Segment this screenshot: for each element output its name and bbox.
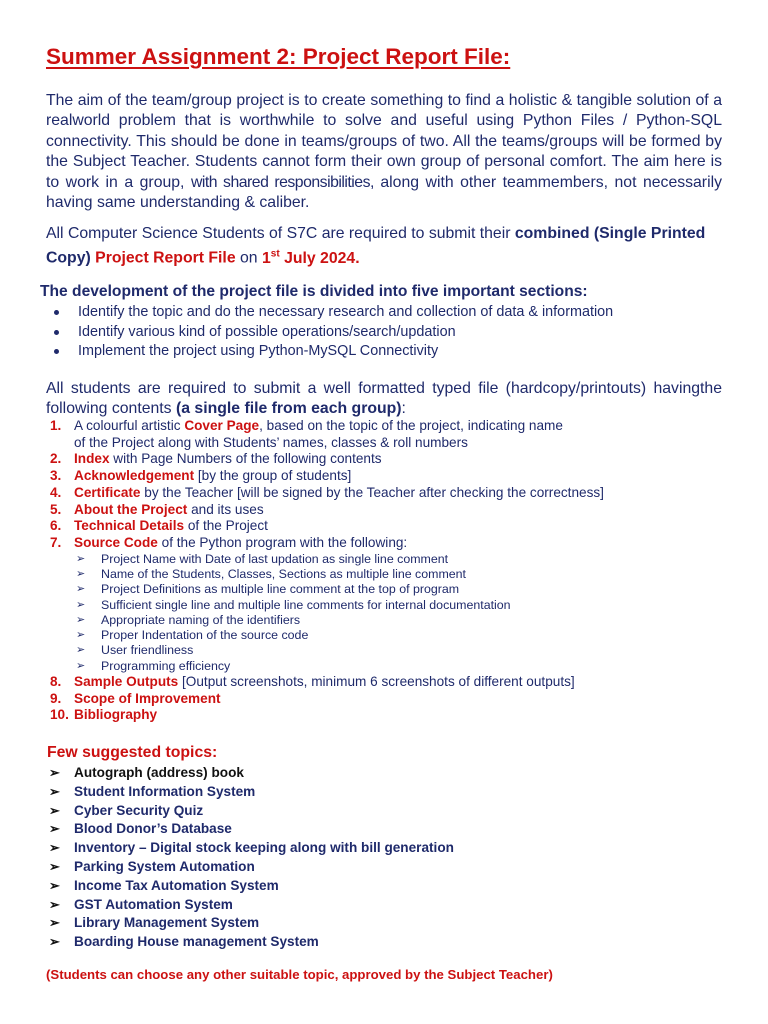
section-item (52, 303, 613, 323)
source-code-point-text: Programming efficiency (101, 658, 231, 673)
source-code-point-text: Appropriate naming of the identifiers (101, 612, 301, 627)
arrow-right-icon: ➢ (49, 783, 60, 799)
contents-item-rest: , based on the topic of the project, indicating name (259, 418, 563, 433)
contents-intro-text: All students are required to submit a well formatted typed file (hardcopy/printouts) havingthe following contents (46, 380, 722, 418)
topic-item (46, 933, 454, 952)
source-code-point-text: Project Name with Date of last updation as single line comment (101, 551, 449, 566)
source-code-point (74, 643, 604, 658)
arrow-right-icon: ➢ (76, 629, 86, 642)
date-sup: st (270, 248, 280, 260)
section-item-text: Implement the project using Python-MySQL Connectivity (78, 343, 439, 360)
topic-item (46, 839, 454, 858)
topic-item (46, 914, 454, 933)
topic-item-text: Inventory – Digital stock keeping along with bill generation (74, 840, 454, 856)
arrow-right-icon: ➢ (49, 840, 60, 856)
topic-item-text: Income Tax Automation System (74, 877, 279, 893)
topic-item-text: Blood Donor’s Database (74, 821, 232, 837)
arrow-right-icon: ➢ (49, 858, 60, 874)
contents-item-pre: A colourful artistic (74, 418, 185, 433)
contents-item-number: 1. (50, 418, 62, 433)
contents-item (46, 535, 604, 674)
arrow-right-icon: ➢ (76, 613, 86, 626)
intro-text: The aim of the team/group project is to create something to find a holistic & tangible solution of a realworld problem that is worthwhile to solve and useful using Python Files / Python-SQL connectivity. This should be done in teams/groups of two. All the teams/groups will be formed by the Subject Teacher. Students cannot form their own group of personal comfort. The aim here is to work in a group, (46, 92, 722, 191)
page-title: Summer Assignment 2: Project Report File: (46, 44, 511, 69)
arrow-right-icon: ➢ (76, 583, 86, 596)
contents-item-label: Bibliography (74, 707, 158, 723)
arrow-right-icon: ➢ (76, 644, 86, 657)
contents-item (46, 418, 604, 451)
topic-item-text: GST Automation System (74, 896, 233, 912)
topic-item-text: Library Management System (74, 915, 260, 931)
arrow-right-icon: ➢ (49, 915, 60, 931)
source-code-point (74, 598, 604, 613)
topics-note: (Students can choose any other suitable topic, approved by the Subject Teacher) (46, 967, 553, 982)
arrow-right-icon: ➢ (49, 896, 60, 912)
contents-item-label: Certificate (74, 484, 141, 500)
arrow-right-icon: ➢ (49, 765, 60, 780)
contents-item-label: Acknowledgement (74, 468, 195, 484)
contents-item-label: Cover Page (184, 418, 260, 433)
contents-item-line2: of the Project along with Students’ names, classes & roll numbers (74, 434, 468, 450)
submit-report-label: Project Report File (95, 249, 236, 267)
topics-heading: Few suggested topics: (47, 744, 218, 761)
submit-on: on (240, 249, 258, 267)
submit-paragraph (46, 224, 722, 269)
bullet-dot-icon (54, 330, 59, 335)
intro-end: along with other teammembers, not necessarily having same understanding & caliber. (46, 173, 722, 212)
contents-item (46, 691, 604, 708)
source-code-point-text: User friendliness (101, 643, 194, 658)
contents-item-number: 3. (50, 468, 62, 484)
submit-date (262, 250, 360, 267)
contents-item (46, 451, 604, 468)
contents-item (46, 518, 604, 535)
contents-item-label: About the Project (74, 501, 188, 517)
contents-item-number: 2. (50, 451, 62, 467)
source-code-point (74, 613, 604, 628)
topic-item (46, 783, 454, 802)
arrow-right-icon: ➢ (76, 552, 86, 565)
sections-list (52, 303, 613, 362)
topic-item (46, 877, 454, 896)
source-code-points (74, 552, 604, 674)
arrow-right-icon: ➢ (49, 934, 60, 950)
contents-item-rest: by the Teacher [will be signed by the Teacher after checking the correctness] (140, 484, 604, 500)
contents-item-rest: [by the group of students] (194, 468, 352, 484)
topics-list (46, 764, 454, 952)
contents-item-number: 4. (50, 484, 62, 500)
bullet-dot-icon (54, 349, 59, 354)
contents-item-number: 7. (50, 534, 62, 550)
topic-item (46, 802, 454, 821)
contents-item-label: Source Code (74, 534, 158, 550)
source-code-point-text: Sufficient single line and multiple line comments for internal documentation (101, 597, 511, 612)
section-item-text: Identify the topic and do the necessary research and collection of data & information (78, 304, 614, 320)
topic-item (46, 858, 454, 877)
contents-item-number: 8. (50, 674, 62, 689)
contents-item-rest: with Page Numbers of the following contents (109, 451, 382, 467)
intro-paragraph (46, 91, 722, 213)
section-item (52, 342, 613, 362)
intro-tail: with shared responsibilities, (190, 173, 374, 191)
contents-item (46, 468, 604, 485)
contents-item-label: Index (74, 451, 110, 467)
topic-item-text: Boarding House management System (74, 934, 319, 950)
contents-item-rest: of the Project (184, 518, 268, 534)
contents-item-rest: of the Python program with the following: (157, 534, 408, 550)
contents-item-number: 6. (50, 518, 62, 534)
contents-intro (46, 379, 722, 420)
arrow-right-icon: ➢ (49, 877, 60, 893)
topic-item-text: Student Information System (74, 783, 256, 799)
sections-heading: The development of the project file is divided into five important sections: (40, 283, 588, 300)
contents-item-number: 9. (50, 690, 62, 706)
contents-item (46, 674, 604, 691)
source-code-point (74, 552, 604, 567)
contents-item-rest: and its uses (187, 501, 264, 517)
arrow-right-icon: ➢ (76, 659, 86, 672)
contents-item-label: Technical Details (74, 518, 185, 534)
arrow-right-icon: ➢ (76, 598, 86, 611)
submit-bold: combined (Single Printed Copy) (46, 225, 706, 267)
arrow-right-icon: ➢ (49, 821, 60, 837)
source-code-point (74, 567, 604, 582)
contents-list (46, 418, 604, 724)
arrow-right-icon: ➢ (76, 567, 86, 580)
contents-item-label: Sample Outputs (74, 674, 179, 689)
arrow-right-icon: ➢ (49, 802, 60, 818)
bullet-dot-icon (54, 310, 59, 315)
topic-item (46, 764, 454, 783)
source-code-point (74, 659, 604, 674)
source-code-point (74, 628, 604, 643)
contents-item-rest: [Output screenshots, minimum 6 screenshots of different outputs] (178, 674, 575, 689)
source-code-point-text: Project Definitions as multiple line comment at the top of program (101, 582, 460, 597)
contents-item (46, 485, 604, 502)
contents-intro-bold: (a single file from each group) (175, 400, 402, 418)
contents-item (46, 502, 604, 519)
submit-prefix: All Computer Science Students of S7C are required to submit their (46, 225, 511, 242)
topic-item-text: Parking System Automation (74, 858, 255, 874)
date-rest: July 2024. (284, 249, 360, 267)
topic-item (46, 896, 454, 915)
section-item-text: Identify various kind of possible operations/search/updation (78, 323, 456, 340)
contents-item (46, 707, 604, 724)
contents-intro-colon: : (401, 400, 406, 418)
topic-item-text: Cyber Security Quiz (74, 802, 204, 818)
contents-item-number: 10. (50, 707, 69, 723)
date-day: 1 (261, 249, 271, 267)
topic-item-text: Autograph (address) book (74, 765, 244, 780)
source-code-point (74, 582, 604, 597)
section-item (52, 323, 613, 343)
contents-item-label: Scope of Improvement (74, 690, 221, 706)
contents-item-number: 5. (50, 501, 62, 517)
source-code-point-text: Name of the Students, Classes, Sections as multiple line comment (101, 566, 467, 581)
topic-item (46, 820, 454, 839)
source-code-point-text: Proper Indentation of the source code (101, 628, 309, 643)
